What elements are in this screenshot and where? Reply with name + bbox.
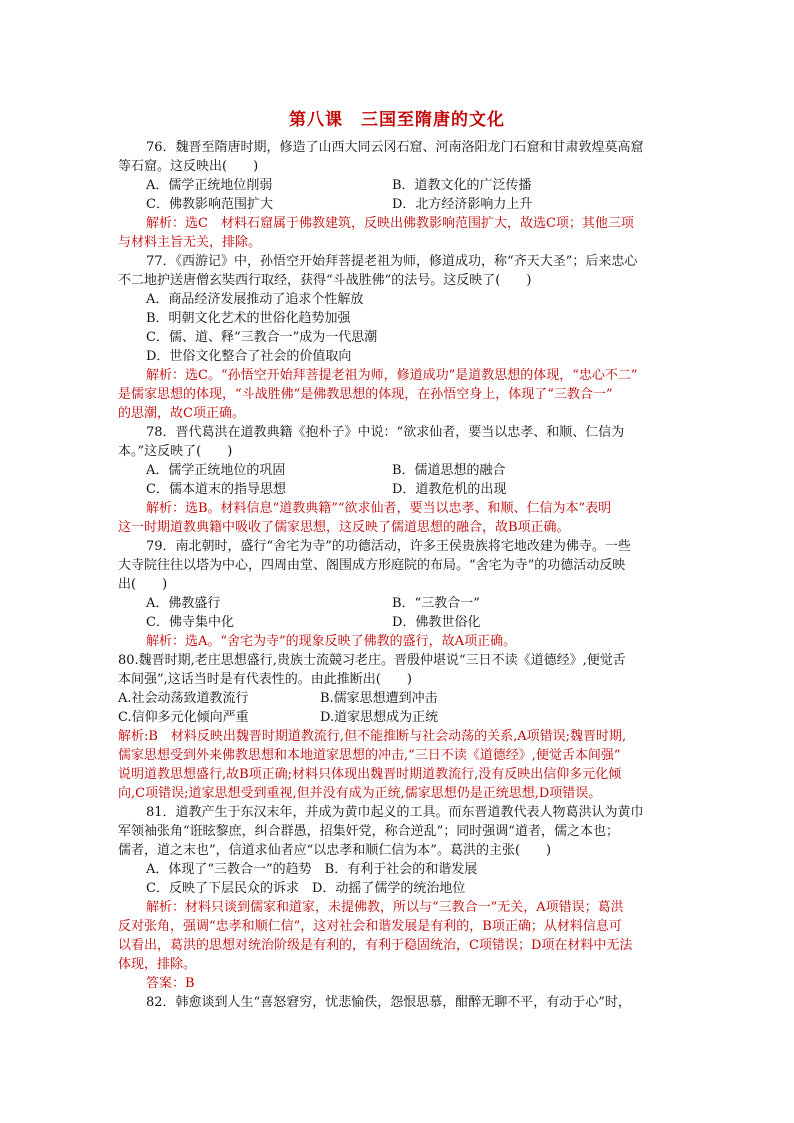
answer-analysis: 体现，排除。 bbox=[118, 957, 197, 972]
option-a: A．商品经济发展推动了追求个性解放 bbox=[146, 292, 364, 307]
question-78-stem: 78．晋代葛洪在道教典籍《抱朴子》中说：“欲求仙者，要当以忠孝、和顺、仁信为 bbox=[146, 425, 625, 440]
answer-label: 答案：B bbox=[146, 976, 195, 991]
answer-analysis: 与材料主旨无关，排除。 bbox=[118, 235, 262, 250]
answer-analysis: 的思潮，故C项正确。 bbox=[118, 406, 245, 421]
question-79-stem: 出( ) bbox=[118, 577, 168, 592]
option-c: C．佛寺集中化 bbox=[146, 615, 234, 630]
question-82-stem: 82．韩愈谈到人生“喜怒窘穷，忧悲愉佚，怨恨思慕，酣醉无聊不平，有动于心”时， bbox=[146, 995, 631, 1010]
option-d: D.道家思想成为正统 bbox=[320, 710, 439, 725]
answer-analysis: 是儒家思想的体现，“斗战胜佛”是佛教思想的体现，在孙悟空身上，体现了“三教合一” bbox=[118, 387, 613, 402]
option-b: B．明朝文化艺术的世俗化趋势加强 bbox=[146, 311, 351, 326]
question-79-stem: 大寺院往往以塔为中心，四周由堂、阁围成方形庭院的布局。“舍宅为寺”的功德活动反映 bbox=[118, 558, 626, 573]
question-80-stem: 80.魏晋时期,老庄思想盛行,贵族士流競习老庄。晋殷仲堪说“三日不读《道德经》,便觉舌 bbox=[118, 653, 626, 668]
option-a: A．佛教盛行 bbox=[146, 596, 221, 611]
option-b: B．儒道思想的融合 bbox=[392, 463, 506, 478]
page-title: 第八课 三国至隋唐的文化 bbox=[289, 110, 505, 130]
question-79-stem: 79．南北朝时，盛行“舍宅为寺”的功德活动，许多王侯贵族将宅地改建为佛寺。一些 bbox=[146, 539, 631, 554]
options-c-d: C．反映了下层民众的诉求 D．动摇了儒学的统治地位 bbox=[146, 881, 466, 896]
question-81-stem: 81．道教产生于东汉末年，并成为黄巾起义的工具。而东晋道教代表人物葛洪认为黄巾 bbox=[146, 805, 644, 820]
answer-analysis: 向,C项错误;道家思想受到重视,但并没有成为正统,儒家思想仍是正统思想,D项错误。 bbox=[118, 786, 602, 801]
option-c: C.信仰多元化倾向严重 bbox=[118, 710, 249, 725]
question-81-stem: 儒者，道之末也”，信道求仙者应“以忠孝和顺仁信为本”。葛洪的主张( ) bbox=[118, 843, 552, 858]
option-a: A．儒学正统地位的巩固 bbox=[146, 463, 286, 478]
options-a-b: A．体现了“三教合一”的趋势 B．有利于社会的和谐发展 bbox=[146, 862, 478, 877]
option-a: A．儒学正统地位削弱 bbox=[146, 178, 273, 193]
option-b: B．道教文化的广泛传播 bbox=[392, 178, 532, 193]
answer-analysis: 解析:B 材料反映出魏晋时期道教流行,但不能推断与社会动荡的关系,A项错误;魏晋时期, bbox=[118, 729, 627, 744]
answer-analysis: 解析：选C 材料石窟属于佛教建筑，反映出佛教影响范围扩大，故选C项；其他三项 bbox=[146, 216, 634, 231]
answer-analysis: 儒家思想受到外来佛教思想和本地道家思想的冲击,“三日不读《道德经》,便觉舌本间强” bbox=[118, 748, 621, 763]
question-81-stem: 军领袖张角“诳眩黎庶，纠合群愚，招集奸党，称合逆乱”；同时强调“道者，儒之本也； bbox=[118, 824, 619, 839]
question-76-stem: 76．魏晋至隋唐时期，修造了山西大同云冈石窟、河南洛阳龙门石窟和甘肃敦煌莫高窟 bbox=[146, 140, 644, 155]
option-d: D．道教危机的出现 bbox=[392, 482, 507, 497]
option-c: C．儒、道、释“三教合一”成为一代思潮 bbox=[146, 330, 378, 345]
option-b: B.儒家思想遭到冲击 bbox=[320, 691, 438, 706]
question-77-stem: 不二地护送唐僧玄奘西行取经，获得“斗战胜佛”的法号。这反映了( ) bbox=[118, 273, 532, 288]
answer-analysis: 反对张角，强调“忠孝和顺仁信”，这对社会和谐发展是有利的，B项正确；从材料信息可 bbox=[118, 919, 622, 934]
answer-analysis: 解析：选C。“孙悟空开始拜菩提老祖为师，修道成功”是道教思想的体现，“忠心不二” bbox=[146, 368, 638, 383]
option-c: C．儒本道末的指导思想 bbox=[146, 482, 286, 497]
answer-analysis: 解析：选B。材料信息“道教典籍”“欲求仙者，要当以忠孝、和顺、仁信为本”表明 bbox=[146, 501, 612, 516]
question-80-stem: 本间强”,这话当时是有代表性的。由此推断出( ) bbox=[118, 672, 412, 687]
question-78-stem: 本。”这反映了( ) bbox=[118, 444, 233, 459]
answer-analysis: 这一时期道教典籍中吸收了儒家思想，这反映了儒道思想的融合，故B项正确。 bbox=[118, 520, 570, 535]
option-d: D．世俗文化整合了社会的价值取向 bbox=[146, 349, 352, 364]
answer-analysis: 说明道教思想盛行,故B项正确;材料只体现出魏晋时期道教流行,没有反映出信仰多元化倾 bbox=[118, 767, 622, 782]
option-d: D．佛教世俗化 bbox=[392, 615, 481, 630]
question-76-stem: 等石窟。这反映出( ) bbox=[118, 159, 259, 174]
option-c: C．佛教影响范围扩大 bbox=[146, 197, 273, 212]
answer-analysis: 解析：材料只谈到儒家和道家，未提佛教，所以与“三教合一”无关，A项错误；葛洪 bbox=[146, 900, 624, 915]
option-d: D．北方经济影响力上升 bbox=[392, 197, 533, 212]
option-a: A.社会动荡致道教流行 bbox=[118, 691, 249, 706]
answer-analysis: 解析：选A。“舍宅为寺”的现象反映了佛教的盛行，故A项正确。 bbox=[146, 634, 517, 649]
question-77-stem: 77．《西游记》中，孙悟空开始拜菩提老祖为师，修道成功，称“齐天大圣”；后来忠心 bbox=[146, 254, 638, 269]
option-b: B．“三教合一” bbox=[392, 596, 480, 611]
answer-analysis: 以看出，葛洪的思想对统治阶级是有利的，有利于稳固统治，C项错误；D项在材料中无法 bbox=[118, 938, 633, 953]
